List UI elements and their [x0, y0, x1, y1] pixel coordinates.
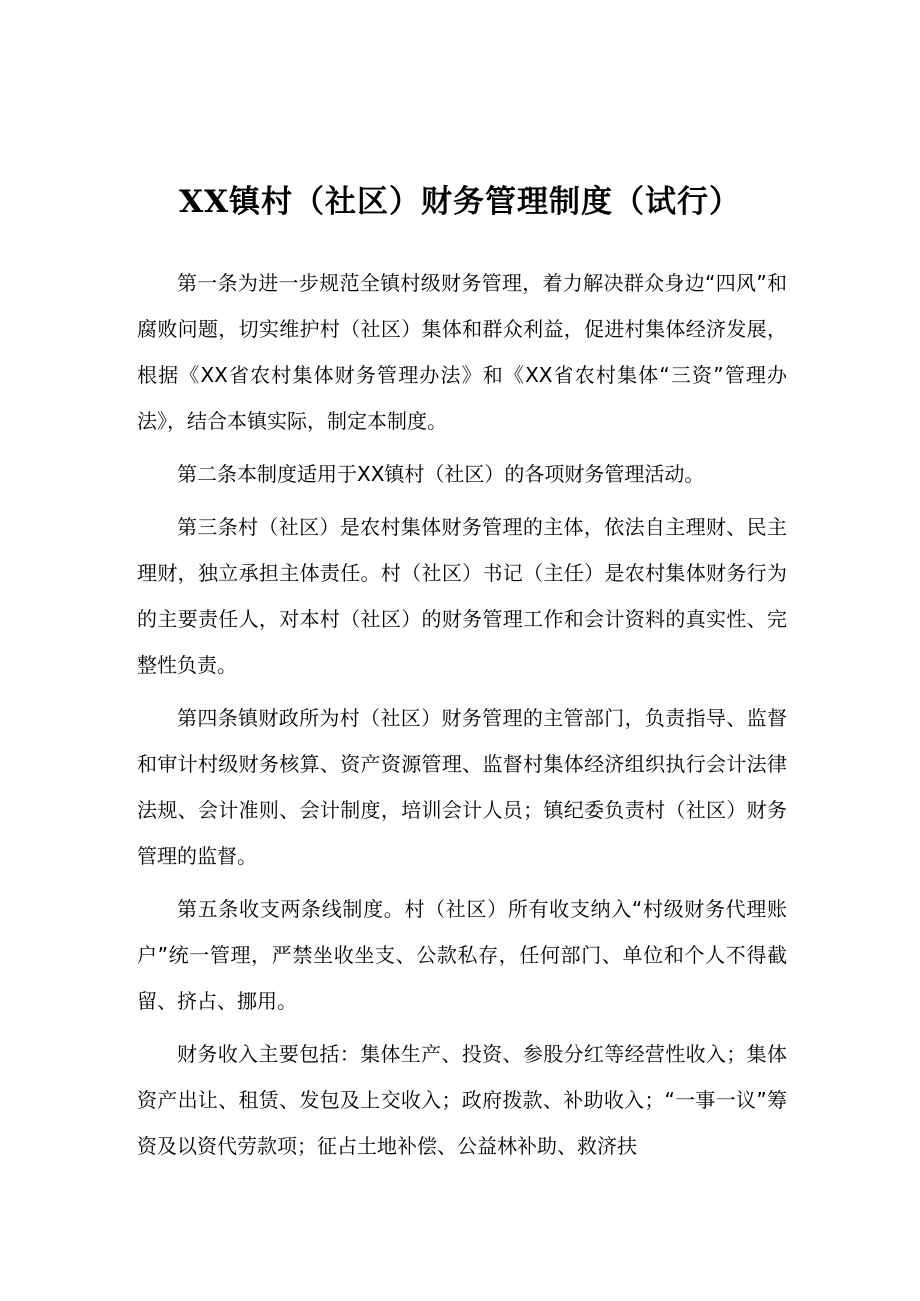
paragraph-income-items: 财务收入主要包括：集体生产、投资、参股分红等经营性收入；集体资产出让、租赁、发包及上交收入；政府拨款、补助收入；“一事一议”筹资及以资代劳款项；征占土地补偿、公益林补助、救济扶	[137, 1042, 787, 1158]
paragraph-article-4: 第四条镇财政所为村（社区）财务管理的主管部门，负责指导、监督和审计村级财务核算、资产资源管理、监督村集体经济组织执行会计法律法规、会计准则、会计制度，培训会计人员；镇纪委负责村（社区）财务管理的监督。	[137, 706, 787, 868]
document-body	[137, 260, 787, 1176]
paragraph-article-5: 第五条收支两条线制度。村（社区）所有收支纳入“村级财务代理账户”统一管理，严禁坐收坐支、公款私存，任何部门、单位和个人不得截留、挤占、挪用。	[137, 897, 787, 1013]
document-title: XX镇村（社区）财务管理制度（试行）	[178, 184, 742, 220]
paragraph-article-2: 第二条本制度适用于XX镇村（社区）的各项财务管理活动。	[177, 462, 705, 486]
paragraph-article-3: 第三条村（社区）是农村集体财务管理的主体，依法自主理财、民主理财，独立承担主体责任。村（社区）书记（主任）是农村集体财务行为的主要责任人，对本村（社区）的财务管理工作和会计资料的真实性、完整性负责。	[137, 515, 787, 677]
paragraph-article-1: 第一条为进一步规范全镇村级财务管理，着力解决群众身边“四风”和腐败问题，切实维护村（社区）集体和群众利益，促进村集体经济发展，根据《XX省农村集体财务管理办法》和《XX省农村集体“三资”管理办法》，结合本镇实际，制定本制度。	[137, 271, 787, 433]
